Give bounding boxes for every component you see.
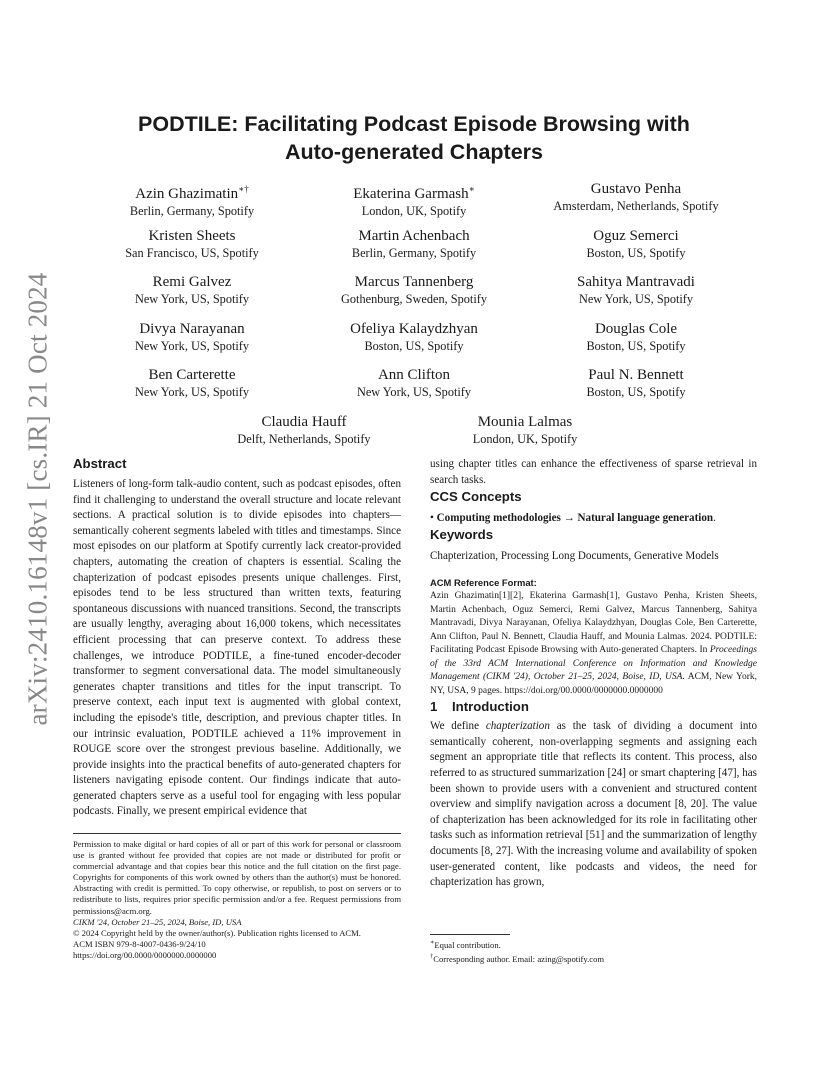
abstract-heading: Abstract [73,456,127,471]
author-name: Marcus Tannenberg [354,274,474,290]
author-block [506,320,766,354]
acm-reference-heading: ACM Reference Format: [430,577,537,589]
author-affiliation: Amsterdam, Netherlands, Spotify [553,199,719,213]
intro-pre: We define [430,720,480,733]
author-name: Kristen Sheets [148,228,236,244]
acm-reference-part2: ACM, New York, NY, USA, 9 pages. https://doi.org/00.0000/0000000.0000000 [430,672,757,696]
footnote-text: Equal contribution. [434,939,501,950]
author-affiliation: Berlin, Germany, Spotify [129,204,255,218]
introduction-text [430,719,757,891]
footnote-mark: † [430,952,434,960]
acm-reference-part1: Azin Ghazimatin[1][2], Ekaterina Garmash[1], Gustavo Penha, Kristen Sheets, Martin Achenbach, Oguz Semerci, Remi Galvez, Marcus Tannenberg, Sahitya Mantravadi, Divya Narayanan, Ofeliya Kalaydzhyan, Douglas Cole, Ben Carterette, Ann Clifton, Paul N. Bennett, Claudia Hauff, and Mounia Lalmas. 2024. PODTILE: Facilitating Podcast Episode Browsing with Auto-generated Chapters. In [430,591,757,656]
acm-reference-text [430,590,757,698]
author-marks: ∗† [238,184,249,194]
section-number: 1 [430,699,438,715]
author-block [62,320,322,354]
author-name: Divya Narayanan [139,321,245,337]
abstract-continuation: using chapter titles can enhance the effectiveness of sparse retrieval in search tasks. [430,458,757,486]
author-affiliation: Boston, US, Spotify [364,339,464,353]
author-block [62,273,322,307]
author-block [284,320,544,354]
author-block [62,227,322,261]
author-block [284,227,544,261]
author-name: Remi Galvez [152,274,232,290]
footnotes [430,934,757,965]
footnote-text: Corresponding author. Email: azing@spotify.com [433,953,605,964]
arxiv-identifier[interactable] [18,272,58,726]
author-name: Sahitya Mantravadi [577,274,695,290]
right-column [430,457,757,891]
conference-venue: CIKM '24, October 21–25, 2024, Boise, ID, USA [73,916,242,927]
keywords-text: Chapterization, Processing Long Documents, Generative Models [430,550,719,563]
author-marks: ∗ [468,184,475,194]
author-affiliation: London, UK, Spotify [361,204,467,218]
copyright-line: © 2024 Copyright held by the owner/author(s). Publication rights licensed to ACM. [73,927,361,938]
author-block [506,366,766,400]
author-affiliation: Delft, Netherlands, Spotify [237,432,371,446]
author-affiliation: New York, US, Spotify [356,385,472,399]
author-name: Douglas Cole [594,321,678,337]
author-affiliation: Berlin, Germany, Spotify [351,246,477,260]
author-name: Martin Achenbach [358,228,470,244]
author-name: Ekaterina Garmash [353,186,469,202]
title-line-2: Auto-generated Chapters [284,140,544,164]
author-block [506,180,766,214]
author-block [284,180,544,219]
permission-block [73,833,401,961]
ccs-concept-text: Computing methodologies → Natural language generation [436,512,714,525]
footnote-rule [430,934,510,935]
ccs-concept [430,510,757,526]
author-affiliation: Gothenburg, Sweden, Spotify [341,292,487,306]
author-name: Claudia Hauff [261,414,347,430]
author-affiliation: Boston, US, Spotify [586,339,686,353]
author-block [62,366,322,400]
footnote [430,951,757,965]
ccs-bullet: • [430,512,434,525]
author-name: Paul N. Bennett [588,367,684,383]
author-name: Ofeliya Kalaydzhyan [350,321,478,337]
intro-term: chapterization [485,720,550,733]
author-affiliation: Boston, US, Spotify [586,385,686,399]
author-name: Ann Clifton [377,367,451,383]
paper-title [100,110,728,166]
introduction-heading [430,698,757,716]
author-block [284,366,544,400]
author-block [62,180,322,219]
footnote [430,937,757,951]
author-block [506,227,766,261]
author-affiliation: Boston, US, Spotify [586,246,686,260]
author-name: Mounia Lalmas [477,414,573,430]
author-affiliation: New York, US, Spotify [134,292,250,306]
author-name: Gustavo Penha [590,181,682,197]
ccs-period: . [713,512,716,525]
arxiv-identifier-text: arXiv:2410.16148v1 [cs.IR] 21 Oct 2024 [22,272,53,726]
keywords-heading: Keywords [430,527,494,543]
left-column [73,455,401,820]
permission-text: Permission to make digital or hard copies of all or part of this work for personal or classroom use is granted without fee provided that copies are not made or distributed for profit or commercial advantage and that copies bear this notice and the full citation on the first page. Copyrights for components of this work owned by others than the author(s) must be honored. Abstracting with credit is permitted. To copy otherwise, or republish, to post on servers or to redistribute to lists, requires prior specific permission and/or a fee. Request permissions from permissions@acm.org. [73,839,401,916]
author-name: Oguz Semerci [593,228,679,244]
doi-link[interactable]: https://doi.org/00.0000/0000000.0000000 [73,949,217,960]
footnote-mark: ∗ [430,939,435,946]
intro-body: as the task of dividing a document into semantically coherent, non-overlapping segments and assigning each segment an appropriate title that reflects its content. This process, also referred to as structured summarization [24] or smart chaptering [47], has been shown to provide users with a convenient and structured content overview and simplify navigation across a document [8, 20]. The value of chapterization has been acknowledged for its role in facilitating other tasks such as information retrieval [51] and the summarization of lengthy documents [8, 27]. With the increasing volume and availability of spoken user-generated content, like podcasts and videos, the need for chapterization has grown, [430,720,758,889]
author-affiliation: New York, US, Spotify [134,385,250,399]
author-affiliation: London, UK, Spotify [472,432,578,446]
abstract-text: Listeners of long-form talk-audio content, such as podcast episodes, often find it challenging to understand the overall structure and locate relevant sections. A practical solution is to divide episodes into chapters—semantically coherent segments labeled with titles and timestamps. Since most episodes on our platform at Spotify currently lack creator-provided chapters, automating the creation of chapters is essential. Scaling the chapterization of podcast episodes presents unique challenges. First, episodes tend to be less structured than written texts, featuring spontaneous discussions with nuanced transitions. Second, the transcripts are usually lengthy, averaging about 16,000 tokens, which necessitates efficient processing that can preserve context. To address these challenges, we introduce PODTILE, a fine-tuned encoder-decoder transformer to segment conversational data. The model simultaneously generates chapter transitions and titles for the input transcript. To preserve context, each input text is augmented with global context, including the episode's title, description, and previous chapter titles. In our intrinsic evaluation, PODTILE achieved a 11% improvement in ROUGE score over the strongest previous baseline. Additionally, we provide insights into the practical benefits of auto-generated chapters for listeners navigating episode content. Our findings indicate that auto-generated chapters serve as a useful tool for engaging with less popular podcasts. Finally, we present empirical evidence that [73,478,401,818]
author-block [395,413,655,447]
author-affiliation: New York, US, Spotify [578,292,694,306]
title-line-1: PODTILE: Facilitating Podcast Episode Browsing with [138,112,690,136]
author-block [506,273,766,307]
acm-reference-proceedings: Proceedings of the 33rd ACM International Conference on Information and Knowledge Management (CIKM '24), October 21–25, 2024, Boise, ID, USA. [430,645,757,683]
author-name: Azin Ghazimatin [135,186,239,202]
author-name: Ben Carterette [148,367,236,383]
isbn-line: ACM ISBN 979-8-4007-0436-9/24/10 [73,938,206,949]
author-block [284,273,544,307]
ccs-heading: CCS Concepts [430,489,522,505]
section-title: Introduction [452,699,529,715]
author-affiliation: New York, US, Spotify [134,339,250,353]
author-affiliation: San Francisco, US, Spotify [125,246,259,260]
